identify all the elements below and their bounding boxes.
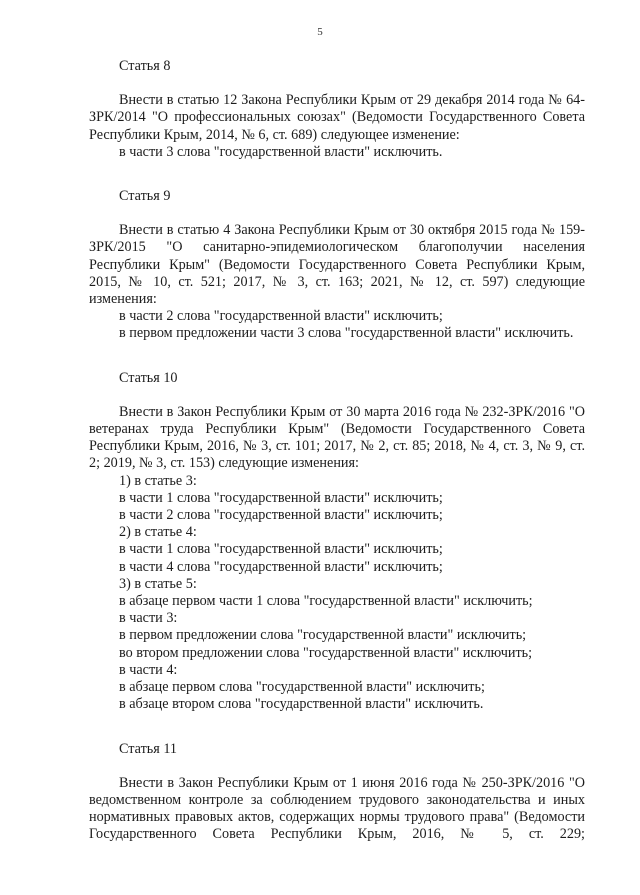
article-intro: Внести в статью 4 Закона Республики Крым от 30 октября 2015 года № 159-ЗРК/2015 "О санитарно-эпидемиологическом благополучии населения Республики Крым" (Ведомости Государственного Совета Республики Крым, 2015, № 10, ст. 521; 2017, № 3, ст. 163; 2021, № 12, ст. 597) следующие изменения: <box>89 222 585 308</box>
article-heading: Статья 10 <box>119 369 178 386</box>
article-8 <box>89 58 585 161</box>
article-9 <box>89 188 585 343</box>
article-intro: Внести в Закон Республики Крым от 30 марта 2016 года № 232-ЗРК/2016 "О ветеранах труда Республики Крым" (Ведомости Государственного Совета Республики Крым, 2016, № 3, ст. 101; 2017, № 2, ст. 85; 2018, № 4, ст. 3, № 9, ст. 2; 2019, № 3, ст. 153) следующие изменения: <box>89 403 585 472</box>
amendment-item: 1) в статье 3: <box>119 472 197 489</box>
amendment-item: в части 4 слова "государственной власти" исключить; <box>119 558 443 575</box>
article-intro: Внести в Закон Республики Крым от 1 июня 2016 года № 250-ЗРК/2016 "О ведомственном контроле за соблюдением трудового законодательства и иных нормативных правовых актов, содержащих нормы трудового права" (Ведомости Государственного Совета Республики Крым, 2016, № 5, ст. 229; <box>89 774 585 843</box>
article-heading: Статья 8 <box>119 58 171 74</box>
amendment-item: в части 3 слова "государственной власти" исключить. <box>119 143 443 160</box>
amendment-item: в первом предложении слова "государственной власти" исключить; <box>119 627 527 644</box>
article-intro: Внести в статью 12 Закона Республики Крым от 29 декабря 2014 года № 64-ЗРК/2014 "О профессиональных союзах" (Ведомости Государственного Совета Республики Крым, 2014, № 6, ст. 689) следующее изменение: <box>89 92 585 143</box>
amendment-item: в части 1 слова "государственной власти" исключить; <box>119 489 443 506</box>
amendment-item: в части 2 слова "государственной власти" исключить; <box>119 308 443 325</box>
article-heading: Статья 9 <box>119 188 171 205</box>
amendment-paragraph: в первом предложении части 3 слова "государственной власти" исключить. <box>119 325 574 342</box>
article-11 <box>89 741 585 844</box>
amendment-item: 2) в статье 4: <box>119 524 197 541</box>
article-10 <box>89 370 585 714</box>
amendment-item: в части 2 слова "государственной власти" исключить; <box>119 507 443 524</box>
amendment-item: в части 4: <box>119 661 178 678</box>
amendment-item: в части 1 слова "государственной власти" исключить; <box>119 541 443 558</box>
page-number: 5 <box>317 26 323 38</box>
amendment-item: 3) в статье 5: <box>119 575 197 592</box>
amendment-item: в абзаце первом слова "государственной власти" исключить; <box>119 679 485 696</box>
document-body <box>89 58 585 844</box>
amendment-item: во втором предложении слова "государственной власти" исключить; <box>119 644 533 661</box>
amendment-item: в абзаце втором слова "государственной власти" исключить. <box>119 696 484 713</box>
amendment-item: в абзаце первом части 1 слова "государственной власти" исключить; <box>119 593 533 610</box>
article-heading: Статья 11 <box>119 740 177 757</box>
amendment-item: в части 3: <box>119 610 178 627</box>
